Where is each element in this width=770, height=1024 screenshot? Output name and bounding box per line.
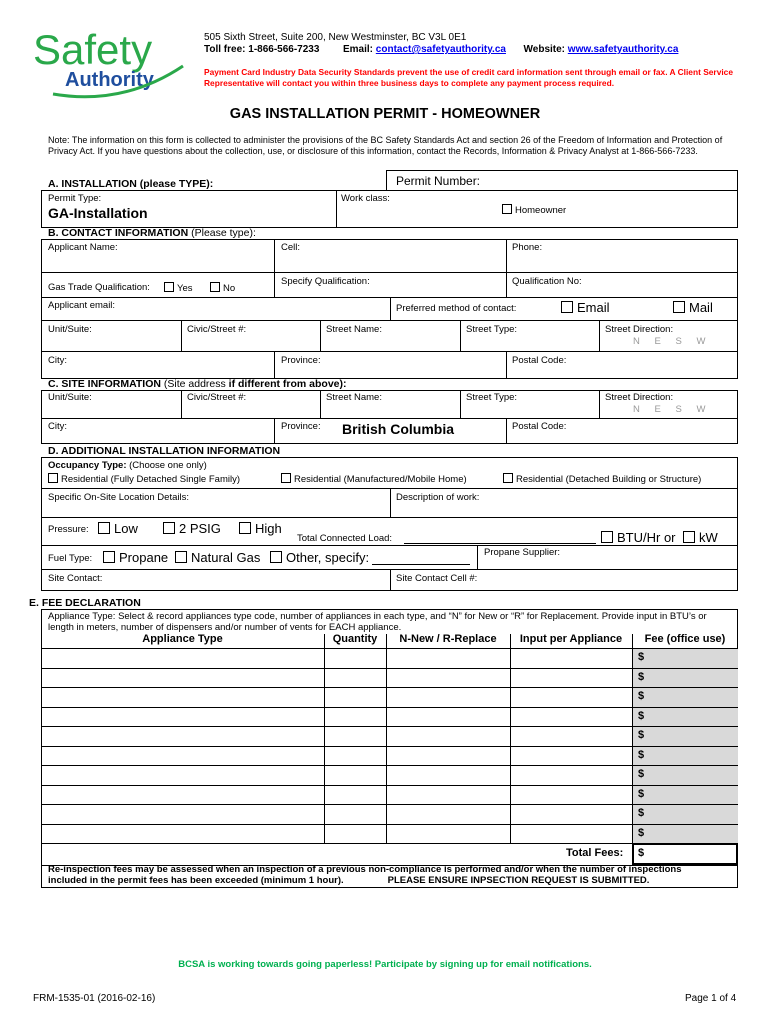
address: 505 Sixth Street, Suite 200, New Westminster, BC V3L 0E1 xyxy=(204,32,467,43)
specific-location-label: Specific On-Site Location Details: xyxy=(48,492,189,503)
yes-checkbox[interactable] xyxy=(164,282,174,292)
work-class-label: Work class: xyxy=(341,193,390,204)
btu-checkbox[interactable] xyxy=(601,531,613,543)
page-number: Page 1 of 4 xyxy=(685,993,737,1004)
gas-trade-yes[interactable]: Yes xyxy=(164,282,193,294)
unit-btu[interactable]: BTU/Hr or xyxy=(601,530,676,545)
contact-mail-option[interactable]: Mail xyxy=(673,300,713,315)
contact-email-option[interactable]: Email xyxy=(561,300,610,315)
fee-row[interactable] xyxy=(41,785,632,805)
low-checkbox[interactable] xyxy=(98,522,110,534)
safety-authority-logo xyxy=(33,26,193,106)
kw-checkbox[interactable] xyxy=(683,531,695,543)
fee-row[interactable] xyxy=(41,804,632,824)
col-header-input-per-appliance: Input per Appliance xyxy=(519,633,623,645)
fee-row[interactable] xyxy=(41,668,632,688)
total-fees-label: Total Fees: xyxy=(566,847,624,859)
high-checkbox[interactable] xyxy=(239,522,251,534)
site-direction-options[interactable]: N E S W xyxy=(633,404,712,415)
tollfree: Toll free: 1-866-566-7233 xyxy=(204,44,320,55)
fuel-other[interactable]: Other, specify: xyxy=(270,550,369,565)
section-e-heading: E. FEE DECLARATION xyxy=(29,597,141,609)
gas-trade-no[interactable]: No xyxy=(210,282,235,294)
occupancy-option-3[interactable]: Residential (Detached Building or Structure) xyxy=(503,473,701,485)
permit-number-label: Permit Number: xyxy=(396,174,481,188)
email-checkbox[interactable] xyxy=(561,301,573,313)
direction-options[interactable]: N E S W xyxy=(633,336,712,347)
privacy-note: Note: The information on this form is collected to administer the provisions of the BC Safety Standards Act and section 26 of the Freedom of Information and Protection of Privacy Act. If you have questions about the collection, use, or disclosure of this information, contact the Records, Information & Privacy Analyst at 1-866-566-7233. xyxy=(48,135,723,156)
email-label: Email: xyxy=(343,44,374,55)
pci-notice: Payment Card Industry Data Security Standards prevent the use of credit card information sent through email or fax. A Client Service Representative will contact you within three business days to complete any payment process required. xyxy=(204,67,733,88)
cell-label: Cell: xyxy=(281,242,301,253)
fee-dollar: $ xyxy=(638,670,645,683)
occupancy-1-checkbox[interactable] xyxy=(48,473,58,483)
fee-dollar: $ xyxy=(638,690,645,702)
civic-label: Civic/Street #: xyxy=(187,324,247,335)
website-label: Website: xyxy=(523,44,566,55)
permit-type-value[interactable]: GA-Installation xyxy=(48,205,148,221)
email-link[interactable]: contact@safetyauthority.ca xyxy=(375,44,506,55)
fee-row[interactable] xyxy=(41,707,632,727)
site-postal-label: Postal Code: xyxy=(512,421,567,432)
mail-checkbox[interactable] xyxy=(673,301,685,313)
psig-checkbox[interactable] xyxy=(163,522,175,534)
total-dollar: $ xyxy=(638,847,645,859)
unit-kw[interactable]: kW xyxy=(683,530,718,545)
gas-trade-label: Gas Trade Qualification: xyxy=(48,282,150,293)
website-link[interactable]: www.safetyauthority.ca xyxy=(567,44,679,55)
fee-row[interactable] xyxy=(41,726,632,746)
no-checkbox[interactable] xyxy=(210,282,220,292)
propane-checkbox[interactable] xyxy=(103,551,115,563)
fee-dollar: $ xyxy=(638,768,645,780)
form-id: FRM-1535-01 (2016-02-16) xyxy=(33,993,156,1004)
fee-row[interactable] xyxy=(41,687,632,707)
permit-number-field[interactable] xyxy=(386,170,738,191)
fee-dollar: $ xyxy=(638,709,645,722)
total-fees-box[interactable] xyxy=(632,843,738,865)
occupancy-option-1[interactable]: Residential (Fully Detached Single Family) xyxy=(48,473,240,485)
site-contact-cell-label: Site Contact Cell #: xyxy=(396,573,478,584)
col-header-quantity: Quantity xyxy=(332,633,378,645)
total-load-line[interactable] xyxy=(404,543,596,544)
logo-text-safety: Safety xyxy=(33,26,153,73)
reinspection-note: Re-inspection fees may be assessed when an inspection of a previous non-compliance is performed and/or when the number of inspections included in the permit fees has been exceeded (minimum 1 hour). PLEASE ENSURE INPSECTION REQUEST IS SUBMITTED. xyxy=(48,864,682,886)
natural-gas-checkbox[interactable] xyxy=(175,551,187,563)
occupancy-type: Occupancy Type: (Choose one only) xyxy=(48,460,207,471)
street-direction-label: Street Direction: xyxy=(605,324,674,335)
fuel-propane[interactable]: Propane xyxy=(103,550,168,565)
site-civic-label: Civic/Street #: xyxy=(187,392,247,403)
header-address-block xyxy=(204,32,678,56)
occupancy-3-checkbox[interactable] xyxy=(503,473,513,483)
site-province-label: Province: xyxy=(281,421,321,432)
logo-text-authority: Authority xyxy=(65,69,154,91)
site-city-label: City: xyxy=(48,421,67,432)
section-a-heading: A. INSTALLATION (please TYPE): xyxy=(48,178,214,190)
unit-label: Unit/Suite: xyxy=(48,324,92,335)
fee-dollar: $ xyxy=(638,807,645,819)
propane-supplier-label: Propane Supplier: xyxy=(484,547,561,558)
fee-dollar: $ xyxy=(638,651,645,663)
other-checkbox[interactable] xyxy=(270,551,282,563)
preferred-method-label: Preferred method of contact: xyxy=(396,303,517,314)
fuel-type-label: Fuel Type: xyxy=(48,553,93,564)
fee-dollar: $ xyxy=(638,729,645,741)
fee-row[interactable] xyxy=(41,824,632,844)
street-type-label: Street Type: xyxy=(466,324,518,335)
description-label: Description of work: xyxy=(396,492,480,503)
fee-row[interactable] xyxy=(41,746,632,766)
qualification-no-label: Qualification No: xyxy=(512,276,582,287)
col-header-fee-office-use: Fee (office use) xyxy=(644,633,726,645)
province-label: Province: xyxy=(281,355,321,366)
fee-dollar: $ xyxy=(638,826,645,839)
form-title: GAS INSTALLATION PERMIT - HOMEOWNER xyxy=(229,106,541,122)
total-load-label: Total Connected Load: xyxy=(297,533,393,544)
pressure-label: Pressure: xyxy=(48,524,89,535)
homeowner-checkbox[interactable] xyxy=(502,204,512,214)
paperless-notice: BCSA is working towards going paperless! Participate by signing up for email notifications. xyxy=(178,959,592,970)
col-header-new-replace: N-New / R-Replace xyxy=(399,633,497,645)
homeowner-option[interactable]: Homeowner xyxy=(502,204,566,216)
fee-row[interactable] xyxy=(41,765,632,785)
occupancy-option-2[interactable]: Residential (Manufactured/Mobile Home) xyxy=(281,473,467,485)
street-name-label: Street Name: xyxy=(326,324,382,335)
pressure-2psig[interactable]: 2 PSIG xyxy=(163,521,221,536)
fee-instructions: Appliance Type: Select & record appliances type code, number of appliances in each type, and “N” for New or “R” for Replacement. Provide input in BTU’s or length in meters, number of dispensers and/or number of vents for EACH appliance. xyxy=(48,611,707,633)
section-b-heading: B. CONTACT INFORMATION (Please type): xyxy=(48,227,256,239)
pressure-high[interactable]: High xyxy=(239,521,282,536)
specify-qualification-label: Specify Qualification: xyxy=(281,276,370,287)
site-street-name-label: Street Name: xyxy=(326,392,382,403)
applicant-name-label: Applicant Name: xyxy=(48,242,118,253)
permit-type-label: Permit Type: xyxy=(48,193,102,204)
city-label: City: xyxy=(48,355,67,366)
col-header-appliance-type: Appliance Type xyxy=(142,633,223,645)
site-street-type-label: Street Type: xyxy=(466,392,518,403)
section-c-heading: C. SITE INFORMATION (Site address if different from above): xyxy=(48,378,347,390)
site-street-direction-label: Street Direction: xyxy=(605,392,674,403)
site-contact-label: Site Contact: xyxy=(48,573,103,584)
occupancy-2-checkbox[interactable] xyxy=(281,473,291,483)
section-d-heading: D. ADDITIONAL INSTALLATION INFORMATION xyxy=(48,445,281,457)
fee-dollar: $ xyxy=(638,748,645,761)
site-unit-label: Unit/Suite: xyxy=(48,392,92,403)
pressure-low[interactable]: Low xyxy=(98,521,138,536)
postal-code-label: Postal Code: xyxy=(512,355,567,366)
phone-label: Phone: xyxy=(512,242,543,253)
fee-row[interactable] xyxy=(41,648,632,668)
fuel-natural-gas[interactable]: Natural Gas xyxy=(175,550,260,565)
other-specify-line[interactable] xyxy=(372,564,470,565)
applicant-email-label: Applicant email: xyxy=(48,300,116,311)
site-province-value[interactable]: British Columbia xyxy=(342,421,455,437)
fee-dollar: $ xyxy=(638,787,645,800)
